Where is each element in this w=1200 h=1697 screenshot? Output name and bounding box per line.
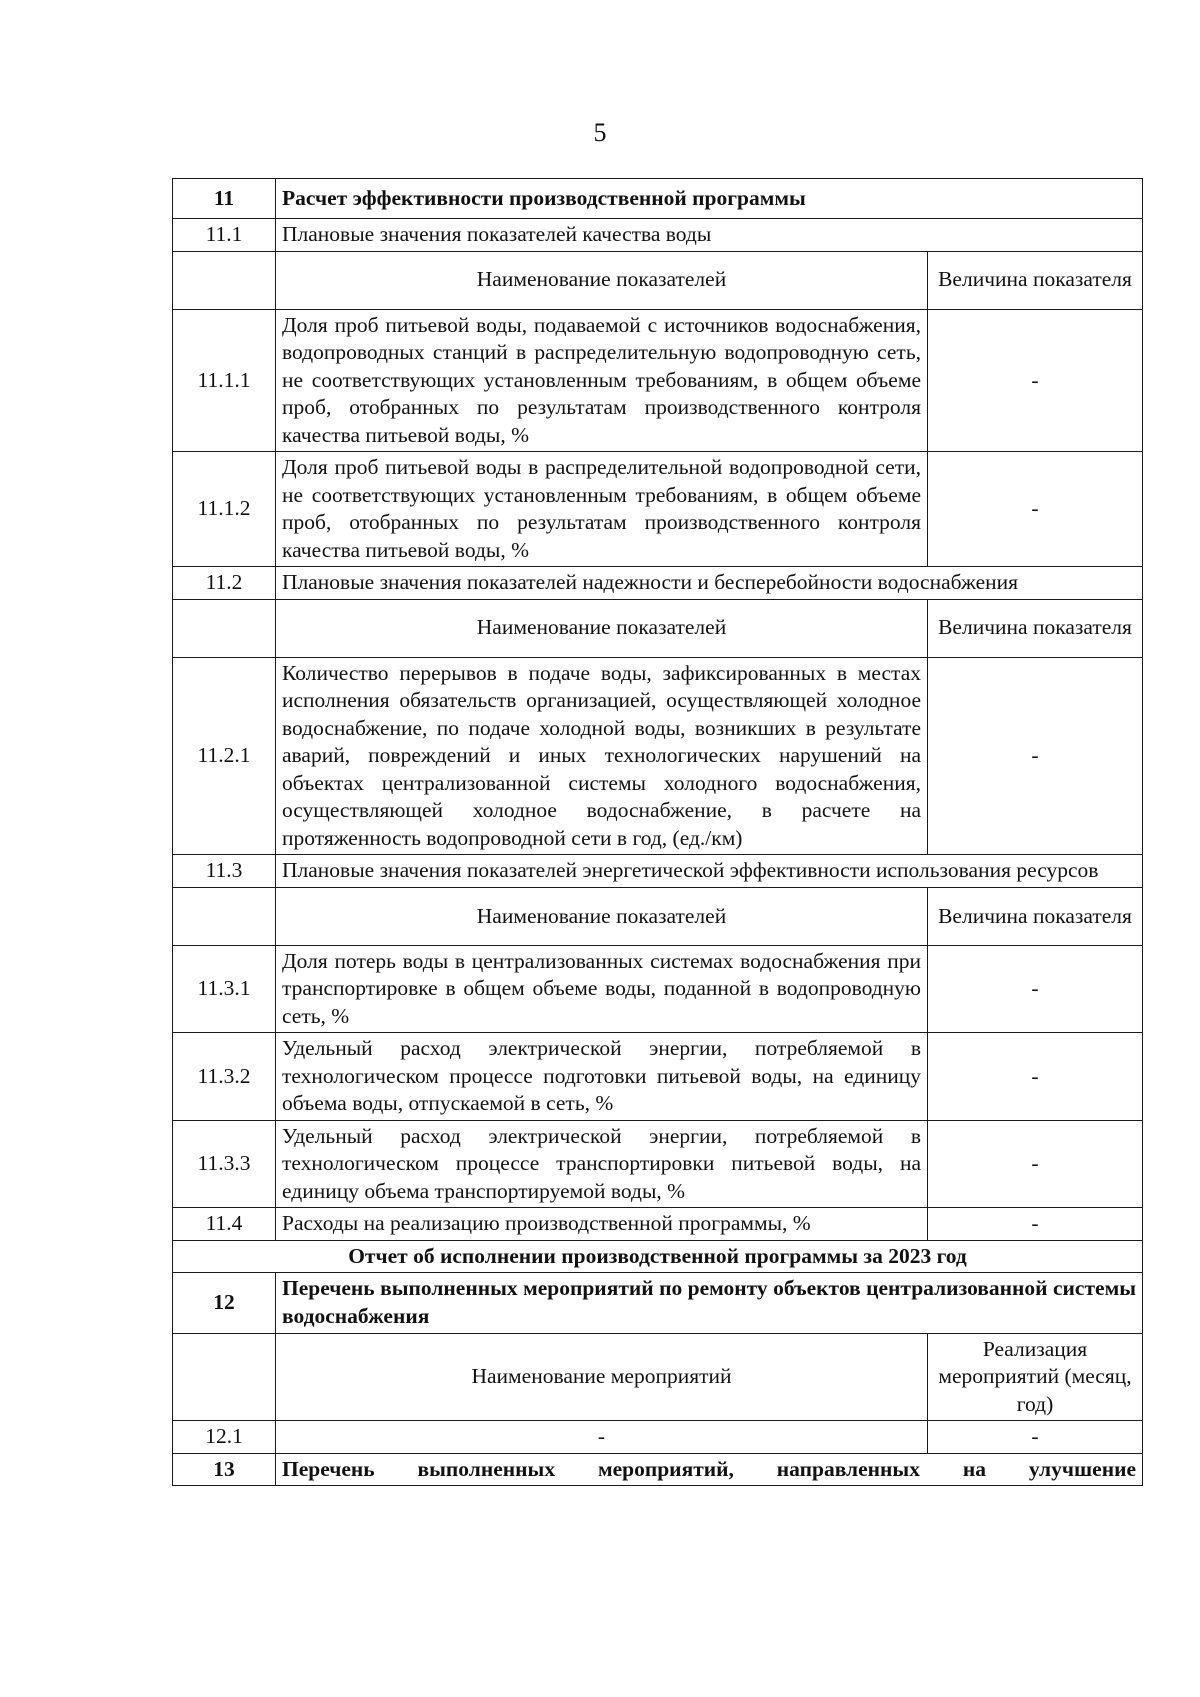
- row-12: [173, 1273, 1143, 1333]
- indicator-text: Удельный расход электрической энергии, потребляемой в технологическом процессе транспортировки питьевой воды, на единицу объема транспортируемой воды, %: [276, 1120, 928, 1208]
- row-11-3-1: [173, 945, 1143, 1033]
- section-title: Расчет эффективности производственной программы: [276, 179, 1143, 219]
- header-value: Величина показателя: [928, 251, 1143, 309]
- header-name: Наименование показателей: [276, 599, 928, 657]
- indicator-value: -: [928, 1208, 1143, 1241]
- row-number: 11.1.2: [173, 452, 276, 567]
- section-title: Плановые значения показателей энергетической эффективности использования ресурсов: [276, 855, 1143, 888]
- header-value: Величина показателя: [928, 599, 1143, 657]
- indicator-value: -: [928, 309, 1143, 452]
- row-11-4: [173, 1208, 1143, 1241]
- activity-value: -: [928, 1421, 1143, 1454]
- row-number: 13: [173, 1453, 276, 1486]
- indicator-text: Доля проб питьевой воды, подаваемой с источников водоснабжения, водопроводных станций в распределительную водопроводную сеть, не соответствующих установленным требованиям, в общем объеме проб, отобранных по результатам производственного контроля качества питьевой воды, %: [276, 309, 928, 452]
- row-11-1-2: [173, 452, 1143, 567]
- header-value: Реализация мероприятий (месяц, год): [928, 1333, 1143, 1421]
- header-row: [173, 1333, 1143, 1421]
- row-number: 11.1: [173, 219, 276, 252]
- section-title: Плановые значения показателей надежности и бесперебойности водоснабжения: [276, 567, 1143, 600]
- empty-cell: [173, 251, 276, 309]
- empty-cell: [173, 887, 276, 945]
- header-row: [173, 251, 1143, 309]
- header-value: Величина показателя: [928, 887, 1143, 945]
- row-number: 11.3.1: [173, 945, 276, 1033]
- report-title: Отчет об исполнении производственной программы за 2023 год: [173, 1240, 1143, 1273]
- indicator-text: Доля потерь воды в централизованных системах водоснабжения при транспортировке в общем объеме воды, поданной в водопроводную сеть, %: [276, 945, 928, 1033]
- empty-cell: [173, 1333, 276, 1421]
- empty-cell: [173, 599, 276, 657]
- indicator-text: Доля проб питьевой воды в распределительной водопроводной сети, не соответствующих установленным требованиям, в общем объеме проб, отобранных по результатам производственного контроля качества питьевой воды, %: [276, 452, 928, 567]
- row-11-2: [173, 567, 1143, 600]
- indicator-value: -: [928, 452, 1143, 567]
- indicator-text: Удельный расход электрической энергии, потребляемой в технологическом процессе подготовки питьевой воды, на единицу объема воды, отпускаемой в сеть, %: [276, 1033, 928, 1121]
- header-row: [173, 599, 1143, 657]
- activity-text: -: [276, 1421, 928, 1454]
- indicator-value: -: [928, 945, 1143, 1033]
- row-number: 11.2: [173, 567, 276, 600]
- header-row: [173, 887, 1143, 945]
- row-number: 11.3.3: [173, 1120, 276, 1208]
- header-name: Наименование показателей: [276, 887, 928, 945]
- row-11-1-1: [173, 309, 1143, 452]
- indicator-text: Расходы на реализацию производственной программы, %: [276, 1208, 928, 1241]
- row-number: 11.3: [173, 855, 276, 888]
- row-number: 11.1.1: [173, 309, 276, 452]
- indicator-value: -: [928, 657, 1143, 855]
- indicator-value: -: [928, 1120, 1143, 1208]
- report-title-row: [173, 1240, 1143, 1273]
- page-number: 5: [593, 118, 607, 147]
- row-number: 11.4: [173, 1208, 276, 1241]
- indicator-value: -: [928, 1033, 1143, 1121]
- row-number: 11.2.1: [173, 657, 276, 855]
- row-11-1: [173, 219, 1143, 252]
- row-number: 11: [173, 179, 276, 219]
- indicator-text: Количество перерывов в подаче воды, зафиксированных в местах исполнения обязательств организацией, осуществляющей холодное водоснабжение, по подаче холодной воды, возникших в результате аварий, повреждений и иных технологических нарушений на объектах централизованной системы холодного водоснабжения, осуществляющей холодное водоснабжение, в расчете на протяженность водопроводной сети в год, (ед./км): [276, 657, 928, 855]
- program-table: [172, 178, 1143, 1486]
- row-11-3-2: [173, 1033, 1143, 1121]
- row-13: [173, 1453, 1143, 1486]
- row-11-3-3: [173, 1120, 1143, 1208]
- row-number: 11.3.2: [173, 1033, 276, 1121]
- row-number: 12.1: [173, 1421, 276, 1454]
- row-11-3: [173, 855, 1143, 888]
- section-title: Перечень выполненных мероприятий по ремонту объектов централизованной системы водоснабжения: [276, 1273, 1143, 1333]
- row-11-2-1: [173, 657, 1143, 855]
- section-title: Плановые значения показателей качества воды: [276, 219, 1143, 252]
- row-12-1: [173, 1421, 1143, 1454]
- header-name: Наименование мероприятий: [276, 1333, 928, 1421]
- header-name: Наименование показателей: [276, 251, 928, 309]
- section-title: Перечень выполненных мероприятий, направленных на улучшение: [276, 1453, 1143, 1486]
- row-number: 12: [173, 1273, 276, 1333]
- row-11: [173, 179, 1143, 219]
